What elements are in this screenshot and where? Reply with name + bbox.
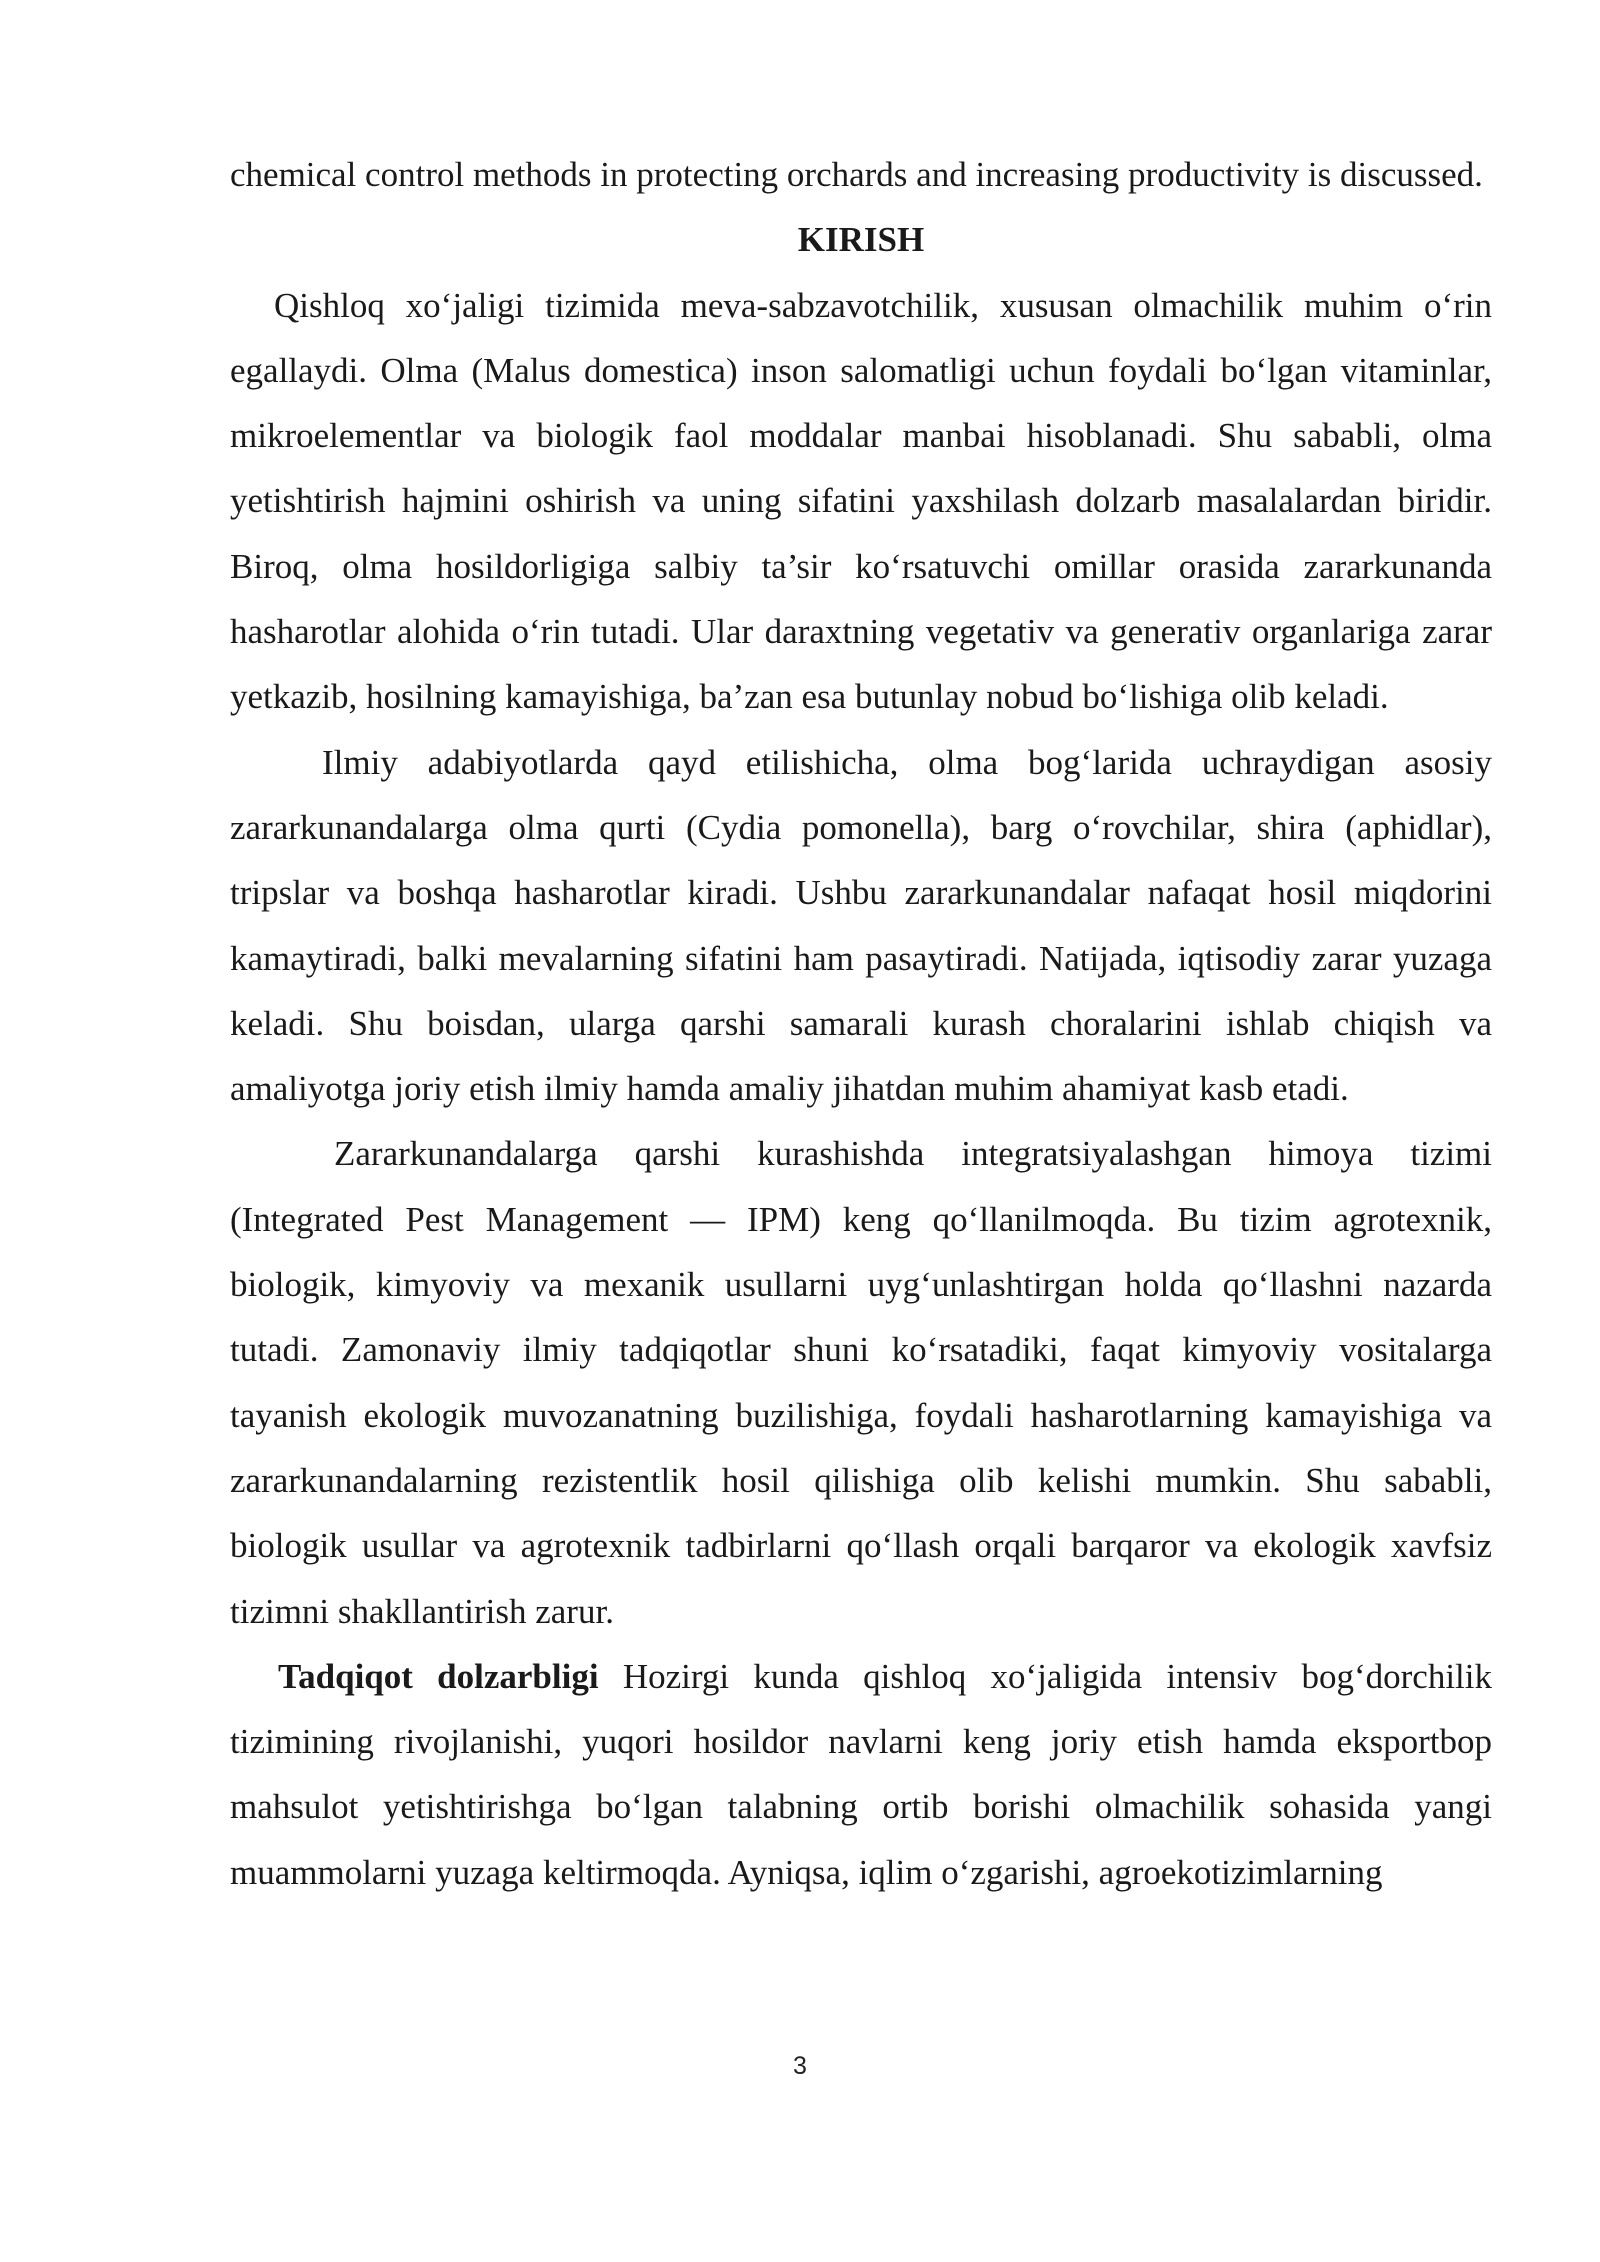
section-heading: KIRISH bbox=[797, 220, 925, 260]
intro-paragraph-tail: chemical control methods in protecting orchards and increasing productivity is discussed. bbox=[230, 155, 1483, 194]
relevance-text: Hozirgi kunda qishloq xo‘jaligida intensiv bog‘dorchilik tizimining rivojlanishi, yuqori hosildor navlarni keng joriy etish hamda eksportbop mahsulot yetishtirishga bo‘lgan talabning ortib borishi olmachilik sohasida yangi muammolarni yuzaga keltirmoqda. Ayniqsa, iqlim o‘zgarishi, agroekotizimlarning bbox=[230, 1656, 1492, 1892]
relevance-paragraph bbox=[230, 1644, 1492, 1905]
body-paragraph-1: Qishloq xo‘jaligi tizimida meva-sabzavotchilik, xususan olmachilik muhim o‘rin egallaydi. Olma (Malus domestica) inson salomatligi uchun foydali bo‘lgan vitaminlar, mikroelementlar va biologik faol moddalar manbai hisoblanadi. Shu sababli, olma yetishtirish hajmini oshirish va uning sifatini yaxshilash dolzarb masalalardan biridir. Biroq, olma hosildorligiga salbiy ta’sir ko‘rsatuvchi omillar orasida zararkunanda hasharotlar alohida o‘rin tutadi. Ular daraxtning vegetativ va generativ organlariga zarar yetkazib, hosilning kamayishiga, ba’zan esa butunlay nobud bo‘lishiga olib keladi. bbox=[230, 285, 1492, 717]
relevance-lead: Tadqiqot dolzarbligi bbox=[278, 1656, 599, 1696]
body-paragraph-3: Zararkunandalarga qarshi kurashishda integratsiyalashgan himoya tizimi (Integrated Pest Management — IPM) keng qo‘llanilmoqda. Bu tizim agrotexnik, biologik, kimyoviy va mexanik usullarni uyg‘unlashtirgan holda qo‘llashni nazarda tutadi. Zamonaviy ilmiy tadqiqotlar shuni ko‘rsatadiki, faqat kimyoviy vositalarga tayanish ekologik muvozanatning buzilishiga, foydali hasharotlarning kamayishiga va zararkunandalarning rezistentlik hosil qilishiga olib kelishi mumkin. Shu sababli, biologik usullar va agrotexnik tadbirlarni qo‘llash orqali barqaror va ekologik xavfsiz tizimni shakllantirish zarur. bbox=[230, 1134, 1492, 1631]
document-page bbox=[230, 142, 1492, 1905]
body-paragraph-2: Ilmiy adabiyotlarda qayd etilishicha, olma bog‘larida uchraydigan asosiy zararkunandalarga olma qurti (Cydia pomonella), barg o‘rovchilar, shira (aphidlar), tripslar va boshqa hasharotlar kiradi. Ushbu zararkunandalar nafaqat hosil miqdorini kamaytiradi, balki mevalarning sifatini ham pasaytiradi. Natijada, iqtisodiy zarar yuzaga keladi. Shu boisdan, ularga qarshi samarali kurash choralarini ishlab chiqish va amaliyotga joriy etish ilmiy hamda amaliy jihatdan muhim ahamiyat kasb etadi. bbox=[230, 742, 1492, 1109]
page-number: 3 bbox=[793, 2052, 807, 2080]
